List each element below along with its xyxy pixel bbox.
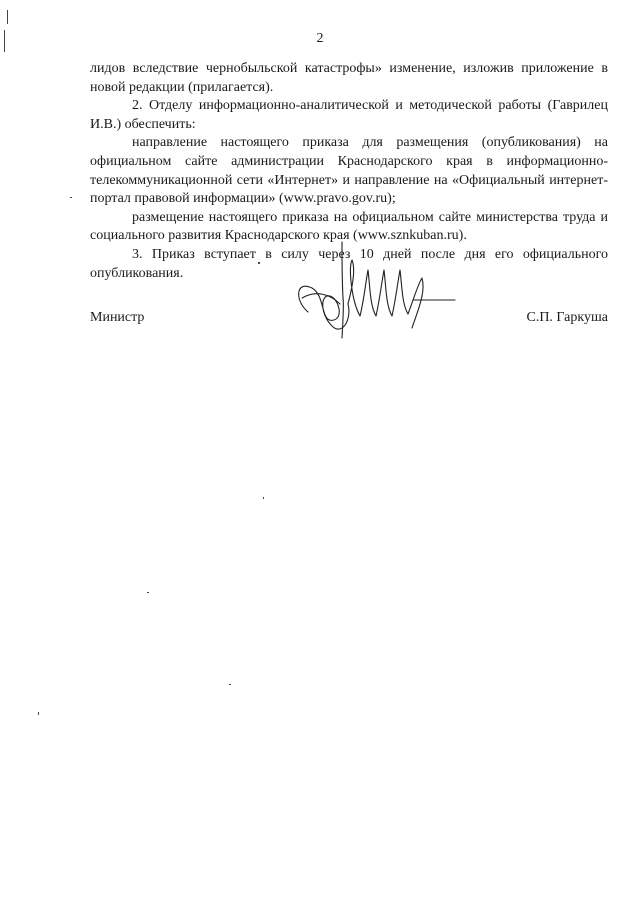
paragraph-publication-direction: направление настоящего приказа для размещения (опубликования) на официальном сайте администрации Краснодарского края в информационно-телекоммуникационной сети «Интернет» и направление на «Официальный интернет-портал правовой информации» (www.pravo.gov.ru);	[90, 135, 608, 207]
signer-position: Министр	[90, 310, 145, 325]
scan-mark	[229, 684, 231, 685]
scan-mark	[4, 30, 5, 52]
scan-mark	[7, 10, 8, 24]
page-number: 2	[316, 31, 324, 46]
scan-mark	[147, 592, 149, 593]
paragraph-item-2: 2. Отделу информационно-аналитической и методической работы (Гаврилец И.В.) обеспечить:	[90, 98, 608, 132]
paragraph-site-placement: размещение настоящего приказа на официальном сайте министерства труда и социального развития Краснодарского края (www.sznkuban.ru).	[90, 209, 608, 244]
scan-mark	[38, 712, 39, 715]
scan-mark	[70, 197, 72, 198]
signer-name: С.П. Гаркуша	[526, 310, 608, 325]
handwritten-signature	[290, 240, 460, 340]
scan-mark	[258, 262, 260, 264]
paragraph-item-3: 3. Приказ вступает в силу через 10 дней после дня его официального опубликования.	[90, 246, 608, 281]
paragraph-continuation: лидов вследствие чернобыльской катастрофы» изменение, изложив приложение в новой редакции (прилагается).	[90, 61, 608, 95]
scan-mark	[263, 497, 264, 499]
